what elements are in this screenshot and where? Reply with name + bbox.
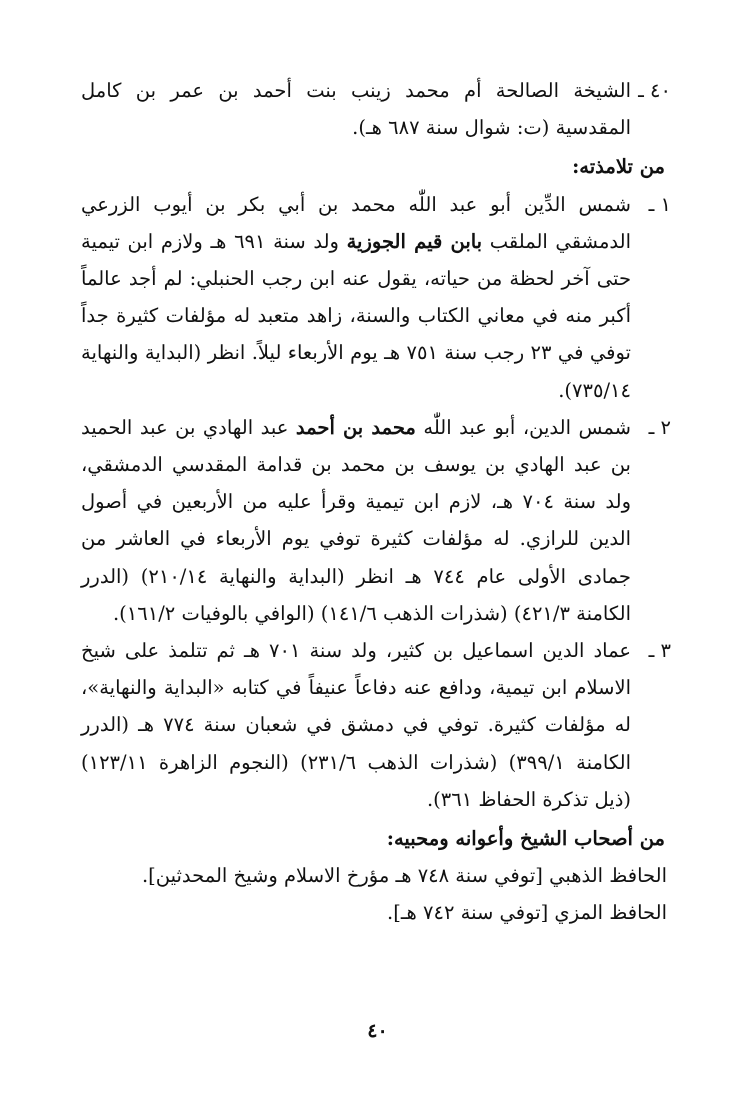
page-number: ٤٠ — [367, 1020, 388, 1042]
entry-text: عماد الدين اسماعيل بن كثير، ولد سنة ٧٠١ هـ ثم تتلمذ على شيخ الاسلام ابن تيمية، ودافع عنه دفاعاً عنيفاً في كتابه «البداية والنهاية»، له مؤلفات كثيرة. توفي في دمشق في شعبان سنة ٧٧٤ هـ (الدرر الكامنة ٣٩٩/١) (شذرات الذهب ٢٣١/٦) (النجوم الزاهرة ١٢٣/١١) (ذيل تذكرة الحفاظ ٣٦١). — [81, 639, 631, 811]
student-entry-3 — [81, 632, 671, 818]
entry-number: ١ ـ — [648, 192, 671, 216]
student-entry-2 — [81, 409, 671, 632]
companion-line-2: الحافظ المزي [توفي سنة ٧٤٢ هـ]. — [387, 901, 667, 925]
entry-number: ٤٠ ـ — [638, 79, 671, 102]
entry-bold-name: بابن قيم الجوزية — [346, 229, 483, 253]
page-body — [81, 72, 671, 932]
entry-text: الشيخة الصالحة أم محمد زينب بنت أحمد بن عمر بن كامل المقدسية (ت: شوال سنة ٦٨٧ هـ). — [81, 79, 631, 140]
entry-number: ٢ ـ — [648, 415, 671, 439]
entry-text-part: عبد الهادي بن عبد الحميد بن عبد الهادي بن يوسف بن محمد بن قدامة المقدسي الدمشقي، ولد سنة ٧٠٤ هـ، لازم ابن تيمية وقرأ عليه من الأربعين في أصول الدين للرازي. له مؤلفات كثيرة توفي يوم الأربعاء في العاشر من جمادى الأولى عام ٧٤٤ هـ انظر (البداية والنهاية ٢١٠/١٤) (الدرر الكامنة ٤٢١/٣) (شذرات الذهب ١٤١/٦) (الوافي بالوفيات ١٦١/٢). — [81, 415, 631, 625]
entry-number: ٣ ـ — [648, 639, 671, 663]
companions-heading: من أصحاب الشيخ وأعوانه ومحبيه: — [386, 827, 665, 851]
entry-text-part: ولد سنة ٦٩١ هـ ولازم ابن تيمية حتى آخر لحظة من حياته، يقول عنه ابن رجب الحنبلي: لم أجد عالماً أكبر منه في معاني الكتاب والسنة، زاهد متعبد له مؤلفات كثيرة جداً توفي في ٢٣ رجب سنة ٧٥١ هـ يوم الأربعاء ليلاً. انظر (البداية والنهاية ٧٣٥/١٤). — [81, 229, 631, 402]
companion-line-1: الحافظ الذهبي [توفي سنة ٧٤٨ هـ مؤرخ الاسلام وشيخ المحدثين]. — [141, 864, 667, 888]
entry-text-part: شمس الدين، أبو عبد اللّٰه — [415, 415, 631, 439]
entry-text-part: شمس الدِّين أبو عبد اللّٰه محمد بن أبي بكر بن أيوب الزرعي الدمشقي الملقب — [81, 192, 631, 253]
entry-bold-name: محمد بن أحمد — [295, 415, 416, 439]
entry-40 — [81, 72, 671, 146]
students-heading: من تلامذته: — [572, 155, 665, 179]
student-entry-1 — [81, 186, 671, 409]
